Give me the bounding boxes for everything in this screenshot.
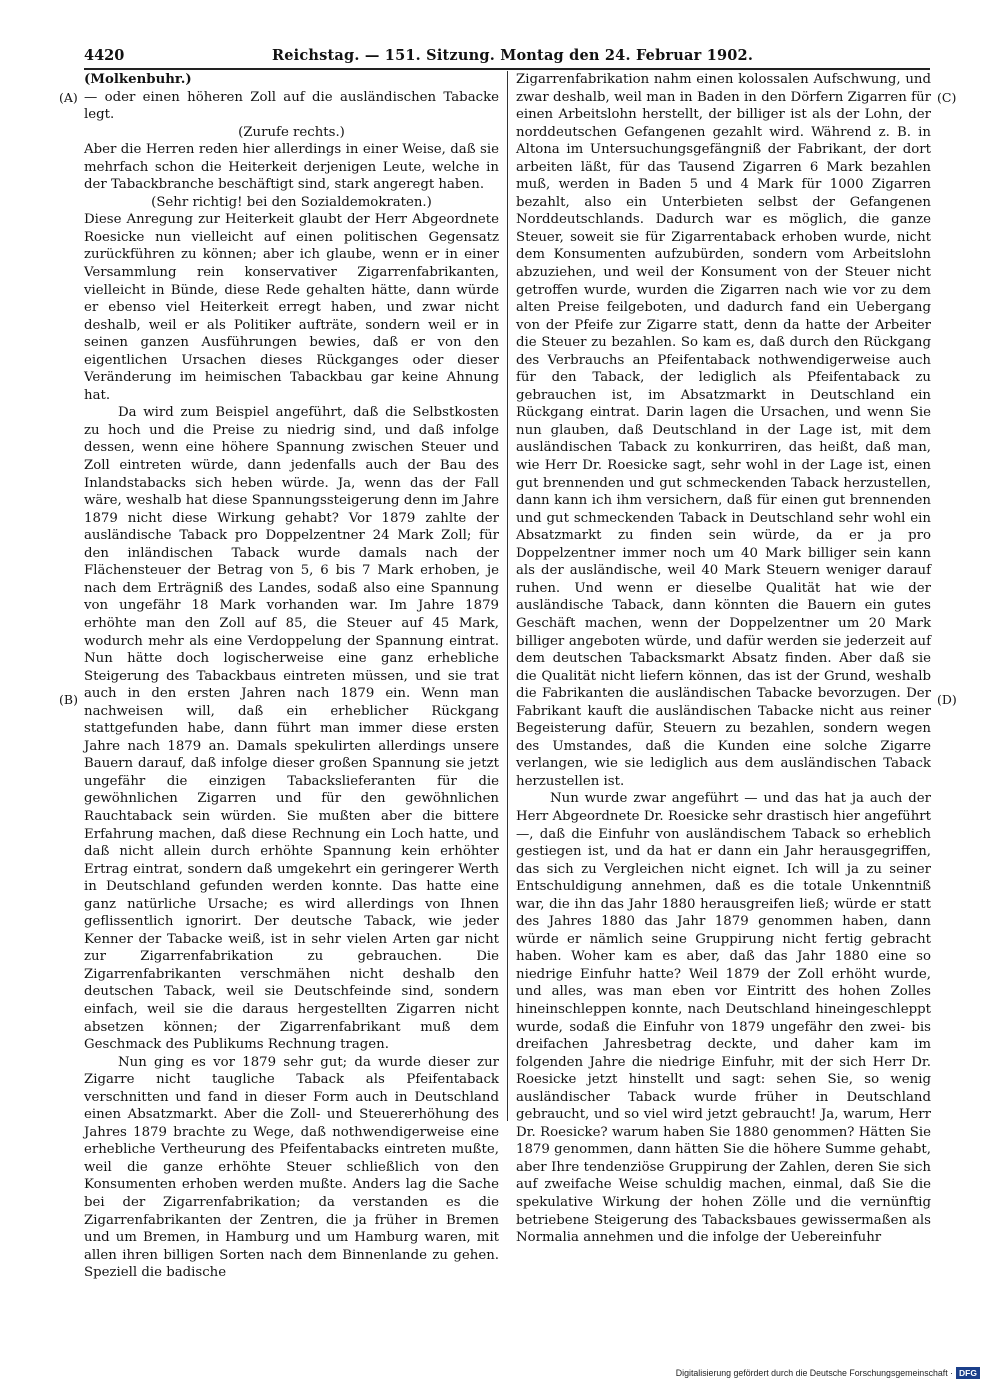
paragraph: Diese Anregung zur Heiterkeit glaubt der Herr Abgeordnete Roesicke nun vielleicht auf einen politischen Gegensatz zurückführen zu können; aber ich glaube, wenn er in einer Versammlung rein konservativer Zigarrenfabrikanten, vielleicht in Bünde, diese Rede gehalten hätte, dann würde er ebenso viel Heiterkeit erregt haben, und zwar nicht deshalb, weil er als Politiker aufträte, sondern weil er in seinen ganzen Ausführungen bewies, daß er von den eigentlichen Ursachen dieses Rückganges oder dieser Veränderung im heimischen Tabackbau gar keine Ahnung hat. (84, 212, 499, 403)
paragraph: Nun wurde zwar angeführt — und das hat ja auch der Herr Abgeordnete Dr. Roesicke sehr drastisch hier angeführt —, daß die Einfuhr von ausländischem Taback so erheblich gestiegen ist, und da hat er dann ein Jahr herausgegriffen, das sich zu Vergleichen nicht eignet. Ich will ja zu seiner Entschuldigung annehmen, daß es die totale Unkenntniß war, die ihn das Jahr 1880 herausgreifen ließ; würde er statt des Jahres 1880 das Jahr 1879 genommen haben, dann würde er nämlich seine Gruppirung nicht fertig gebracht haben. Woher kam es aber, daß das Jahr 1880 eine so niedrige Einfuhr hatte? Weil 1879 der Zoll erhöht wurde, und alles, was man eben vor Eintritt des hohen Zolles hineinschleppen konnte, nach Deutschland hineingeschleppt wurde, sodaß die Einfuhr von 1879 ungefähr den zwei- bis dreifachen Jahresbetrag deckte, und daher kam im folgenden Jahre die niedrige Einfuhr, mit der sich Herr Dr. Roesicke jetzt hinstellt und sagt: sehen Sie, so wenig ausländischer Taback wurde früher in Deutschland gebraucht, und so viel wird jetzt gebraucht! Ja, warum, Herr Dr. Roesicke? warum haben Sie 1880 genommen? Hätten Sie 1879 genommen, dann hätten Sie die höhere Summe gehabt, aber Ihre tendenziöse Gruppirung der Zahlen, deren Sie sich auf zweifache Weise schuldig machen, einmal, daß Sie die spekulative Wirkung der hohen Zölle und die vernünftig betriebene Steigerung des Tabacksbaues gewissermaßen als Normalia annehmen und die infolge der Uebereinfuhr (516, 791, 931, 1246)
margin-marker-d: (D) (937, 692, 957, 707)
interjection: (Sehr richtig! bei den Sozialdemokraten.) (151, 194, 432, 210)
footer-credit (560, 1366, 980, 1380)
footer-text: Digitalisierung gefördert durch die Deutsche Forschungsgemeinschaft · (675, 1368, 954, 1378)
running-title: Reichstag. — 151. Sitzung. Montag den 24. Februar 1902. (272, 47, 754, 64)
margin-marker-b: (B) (59, 692, 78, 707)
paragraph: Zigarrenfabrikation nahm einen kolossalen Aufschwung, und zwar deshalb, weil man in Baden in den Dörfern Zigarren für einen Arbeitslohn herstellt, der billiger ist als der Lohn, der norddeutschen Gefangenen gezahlt wird. Während z. B. in Altona im Untersuchungsgefängniß der Fabrikant, der dort arbeiten läßt, für das Tausend Zigarren 6 Mark bezahlen muß, werden in Baden 5 und 4 Mark für 1000 Zigarren bezahlt, also ein Unterbieten selbst der Gefangenen Norddeutschlands. Dadurch war es möglich, die ganze Steuer, soweit sie für Zigarrentaback erhoben wurde, nicht dem Konsumenten aufzubürden, sondern vom Arbeitslohn abzuziehen, und weil der Konsument von der Steuer nicht getroffen wurde, wurden die Zigarren nach wie vor zu dem alten Preise feilgeboten, und dadurch fand ein Uebergang von der Pfeife zur Zigarre statt, denn da hatte der Arbeiter die Steuer zu bezahlen. So kam es, daß durch den Rückgang des Verbrauchs an Pfeifentaback nothwendigerweise auch für den Taback, der lediglich als Pfeifentaback zu gebrauchen ist, im Absatzmarkt in Deutschland ein Rückgang eintrat. Darin lagen die Ursachen, und wenn Sie nun glauben, daß Deutschland in der Lage ist, mit dem ausländischen Taback zu konkurriren, das heißt, daß man, wie Herr Dr. Roesicke sagt, sehr wohl in der Lage ist, einen gut brennenden und gut schmeckenden Taback herzustellen, dann kann ich ihm versichern, daß für einen gut brennenden und gut schmeckenden Taback in Deutschland sehr wohl ein Absatzmarkt zu finden sein würde, da er ja pro Doppelzentner immer noch um 40 Mark billiger sein kann als der ausländische, weil 40 Mark Steuern weniger darauf ruhen. Und wenn er dieselbe Qualität hat wie der ausländische Taback, dann könnten die Bauern ein gutes Geschäft machen, wenn der Doppelzentner um 20 Mark billiger angeboten würde, und dafür werden sie jederzeit auf dem deutschen Tabacksmarkt Absatz finden. Aber daß sie die Qualität nicht liefern können, das ist der Grund, weshalb die Fabrikanten die ausländischen Tabacke bevorzugen. Der Fabrikant kauft die ausländischen Tabacke nicht aus reiner Begeisterung dafür, Steuern zu bezahlen, sondern wegen des Umstandes, daß die Kunden eine solche Zigarre verlangen, wie sie lediglich aus dem ausländischen Taback herzustellen ist. (516, 72, 931, 789)
margin-marker-a: (A) (59, 90, 78, 105)
paragraph: Da wird zum Beispiel angeführt, daß die Selbstkosten zu hoch und die Preise zu niedrig sind, und daß infolge dessen, wenn eine höhere Spannung zwischen Steuer und Zoll eintreten würde, dann jedenfalls auch der Bau des Inlandstabacks sich heben würde. Ja, wenn das der Fall wäre, weshalb hat diese Spannungssteigerung denn im Jahre 1879 nicht diese Wirkung gehabt? Vor 1879 zahlte der ausländische Taback pro Doppelzentner 24 Mark Zoll; für den inländischen Taback wurde damals nach der Flächensteuer der Betrag von 5, 6 bis 7 Mark erhoben, je nach dem Erträgniß des Landes, sodaß also eine Spannung von ungefähr 18 Mark vorhanden war. Im Jahre 1879 erhöhte man den Zoll auf 85, die Steuer auf 45 Mark, wodurch mehr als eine Verdoppelung der Spannung eintrat. Nun hätte doch logischerweise eine ganz erhebliche Steigerung des Tabackbaus eintreten müssen, und sie trat auch in den ersten Jahren nach 1879 ein. Wenn man nachweisen will, daß ein erheblicher Rückgang stattgefunden habe, dann führt man immer diese ersten Jahre nach 1879 an. Damals spekulirten allerdings unsere Bauern darauf, daß infolge dieser großen Spannung sie jetzt ungefähr die einzigen Tabackslieferanten für die gewöhnlichen Zigarren und für den gewöhnlichen Rauchtaback sein würden. Sie mußten aber die bittere Erfahrung machen, daß diese Rechnung ein Loch hatte, und daß nicht allein durch erhöhte Spannung kein erhöhter Ertrag eintrat, sondern daß umgekehrt ein geringerer Werth in Deutschland gefunden werden konnte. Das hatte eine ganz natürliche Ursache; es wird allerdings von Ihnen geflissentlich ignorirt. Der deutsche Taback, wie jeder Kenner der Tabacke weiß, ist in sehr vielen Arten gar nicht zur Zigarrenfabrikation zu gebrauchen. Die Zigarrenfabrikanten verschmähen nicht deshalb den deutschen Taback, weil sie Deutschfeinde sind, sondern einfach, weil sie die daraus hergestellten Zigarren nicht absetzen können; der Zigarrenfabrikant muß dem Geschmack des Publikums Rechnung tragen. (84, 405, 499, 1053)
header-rule (84, 68, 930, 70)
dfg-logo: DFG (956, 1367, 980, 1379)
paragraph: Aber die Herren reden hier allerdings in einer Weise, daß sie mehrfach schon die Heiterkeit derjenigen Leute, welche in der Tabackbranche beschäftigt sind, stark angeregt haben. (84, 142, 499, 193)
page-header (84, 45, 930, 67)
speaker-name: (Molkenbuhr.) (84, 72, 192, 87)
interjection: (Zurufe rechts.) (238, 124, 345, 140)
column-divider (507, 71, 508, 1121)
paragraph: Nun ging es vor 1879 sehr gut; da wurde dieser zur Zigarre nicht taugliche Taback als Pfeifentaback verschnitten und fand in dieser Form auch in Deutschland einen Absatzmarkt. Aber die Zoll- und Steuererhöhung des Jahres 1879 brachte zu Wege, daß nothwendigerweise eine erhebliche Vertheurung des Pfeifentabacks eintreten mußte, weil die ganze erhöhte Steuer schließlich von den Konsumenten erhoben werden mußte. Anders lag die Sache bei der Zigarrenfabrikation; da verstanden es die Zigarrenfabrikanten der Zentren, die ja früher in Bremen und um Bremen, in Hamburg und um Hamburg waren, mit allen ihren billigen Sorten nach dem Binnenlande zu gehen. Speziell die badische (84, 1054, 499, 1281)
paragraph: — oder einen höheren Zoll auf die ausländischen Tabacke legt. (84, 89, 499, 123)
right-column (516, 71, 931, 1247)
page-number: 4420 (84, 47, 125, 64)
margin-marker-c: (C) (937, 90, 957, 105)
left-column (84, 71, 499, 1282)
